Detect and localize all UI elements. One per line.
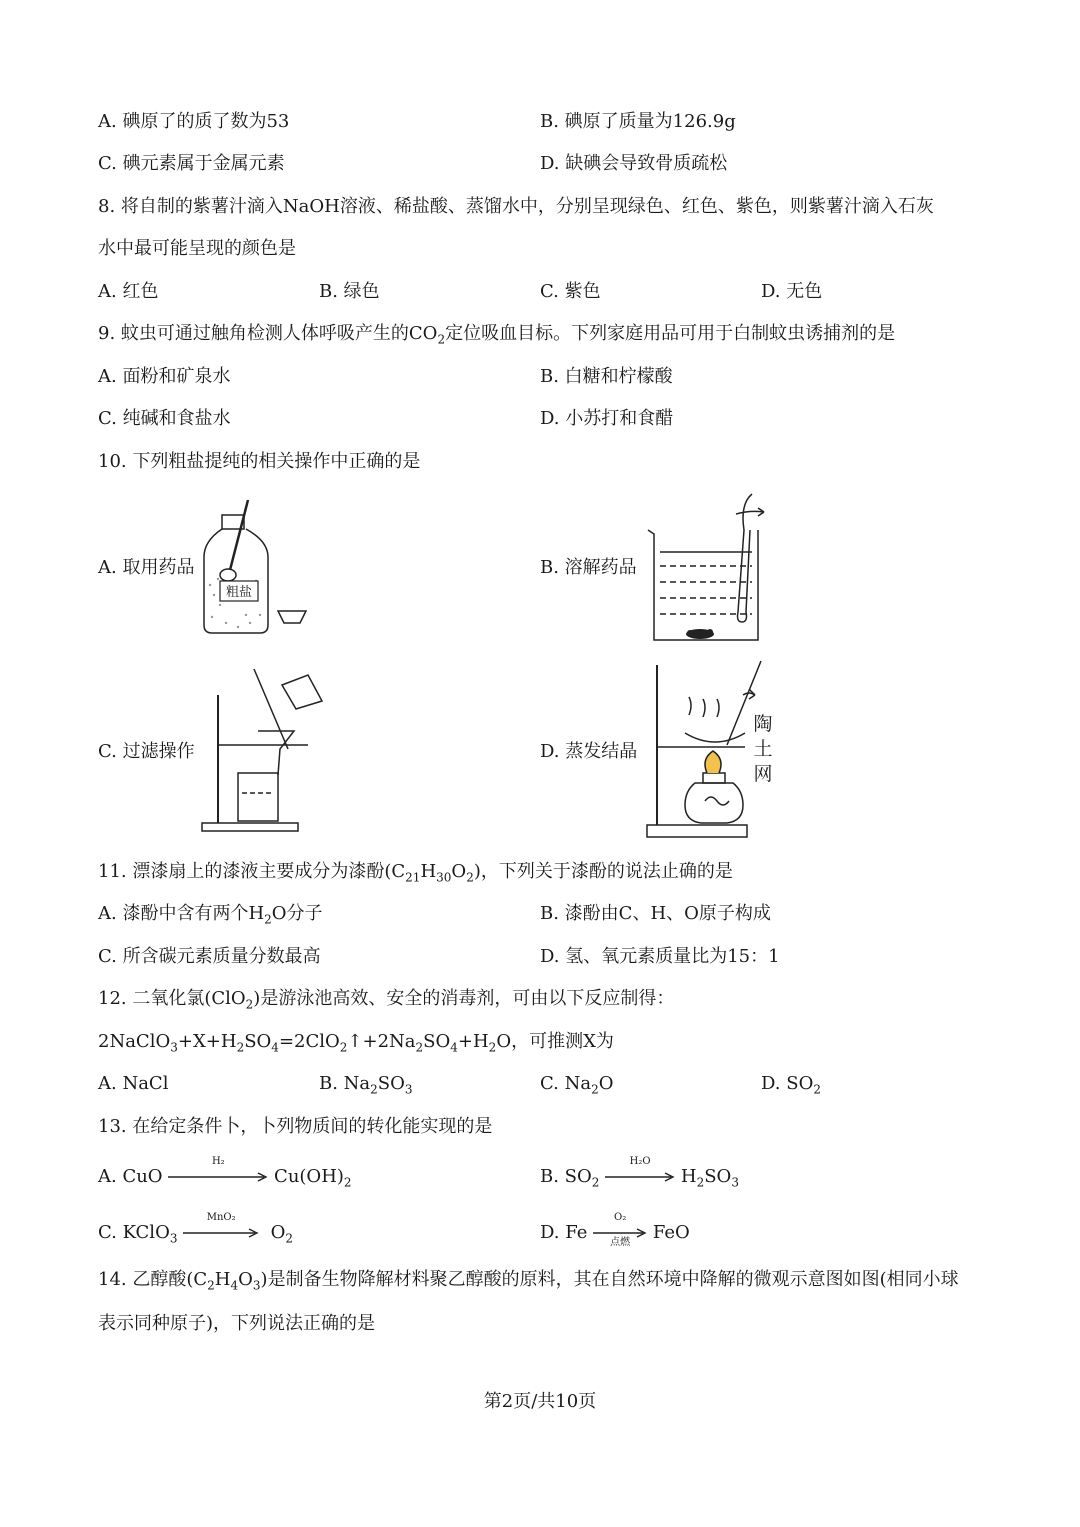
q13-option-c: C. KClO$_3$ MnO₂ $O_2$ xyxy=(98,1212,294,1246)
q9-option-d: D. 小苏打和食醋 xyxy=(540,408,674,429)
reaction-arrow: O₂ 点燃 xyxy=(593,1227,647,1239)
q8-option-d: D. 无色 xyxy=(761,281,823,302)
q9-option-b: B. 白糖和柠檬酸 xyxy=(540,366,673,387)
q12-option-a: A. NaCl xyxy=(98,1073,169,1094)
q8-option-a: A. 红色 xyxy=(98,281,159,302)
q13-option-a: A. CuO H₂ $Cu(OH)_2$ xyxy=(98,1156,352,1190)
q7-option-a: A. 碘原了的质了数为53 xyxy=(98,111,290,132)
q9-stem: 9. 蚊虫可通过触角检测人体呼吸产生的$CO_2$定位吸血目标。下列家庭用品可用于白制蚊虫诱捕剂的是 xyxy=(98,323,896,347)
q8-stem-line2: 水中最可能呈现的颜色是 xyxy=(98,238,296,259)
q12-stem: 12. 二氧化氯(ClO$_2$)是游泳池高效、安全的消毒剂，可由以下反应制得： xyxy=(98,988,675,1012)
q12-option-d: D. $SO_2$ xyxy=(761,1073,821,1097)
q11-option-c: C. 所含碳元素质量分数最高 xyxy=(98,946,321,967)
reaction-arrow: H₂ xyxy=(168,1171,268,1183)
figure-take-reagent xyxy=(190,495,315,640)
q10-stem: 10. 下列粗盐提纯的相关操作中正确的是 xyxy=(98,451,421,472)
q11-stem: 11. 漂漆扇上的漆液主要成分为漆酚$(C_{21}H_{30}O_2)$，下列关于漆酚的说法止确的是 xyxy=(98,861,733,885)
q7-option-b: B. 碘原了质量为126.9g xyxy=(540,111,736,132)
q13-stem: 13. 在给定条件卜，卜列物质间的转化能实现的是 xyxy=(98,1116,493,1137)
q12-option-c: C. $Na_2O$ xyxy=(540,1073,614,1097)
q8-stem-line1: 8. 将自制的紫薯汁滴入NaOH溶液、稀盐酸、蒸馏水中，分别呈现绿色、红色、紫色，则紫薯汁滴入石灰 xyxy=(98,196,934,217)
page-footer: 第2页/共10页 xyxy=(483,1391,597,1412)
q14-stem-line2: 表示同种原子)，下列说法正确的是 xyxy=(98,1313,376,1334)
q11-option-a: A. 漆酚中含有两个$H_2O$分子 xyxy=(98,903,323,927)
bottle-label: 粗盐 xyxy=(225,585,253,600)
q7-option-d: D. 缺碘会导致骨质疏松 xyxy=(540,153,728,174)
q10-option-c: C. 过滤操作 xyxy=(98,741,195,762)
q10-option-a: A. 取用药品 xyxy=(98,557,195,578)
q8-option-b: B. 绿色 xyxy=(319,281,380,302)
figure-dissolve xyxy=(640,490,770,645)
q12-option-b: B. $Na_2SO_3$ xyxy=(319,1073,413,1097)
q9-option-a: A. 面粉和矿泉水 xyxy=(98,366,231,387)
q11-option-d: D. 氢、氧元素质量比为15：1 xyxy=(540,946,780,967)
asbestos-net-label: 陶土网 xyxy=(753,713,773,785)
q10-option-b: B. 溶解药品 xyxy=(540,557,637,578)
figure-filtration xyxy=(198,665,328,835)
reaction-arrow: MnO₂ xyxy=(183,1227,259,1239)
q13-option-b: B. $SO_2$ H₂O $H_2SO_3$ xyxy=(540,1156,739,1190)
reaction-arrow: H₂O xyxy=(605,1171,675,1183)
q11-option-b: B. 漆酚由C、H、O原子构成 xyxy=(540,903,771,924)
q10-option-d: D. 蒸发结晶 xyxy=(540,741,638,762)
q13-option-d: D. Fe O₂ 点燃 FeO xyxy=(540,1212,690,1248)
q9-option-c: C. 纯碱和食盐水 xyxy=(98,408,231,429)
q8-option-c: C. 紫色 xyxy=(540,281,601,302)
q7-option-c: C. 碘元素属于金属元素 xyxy=(98,153,285,174)
q12-equation: $2NaClO_3+X+H_2SO_4=2ClO_2↑+2Na_2SO_4+H_2O$，可推测X为 xyxy=(98,1031,614,1055)
q14-stem-line1: 14. 乙醇酸$(C_2H_4O_3)$是制备生物降解材料聚乙醇酸的原料，其在自然环境中降解的微观示意图如图(相同小球 xyxy=(98,1269,959,1293)
